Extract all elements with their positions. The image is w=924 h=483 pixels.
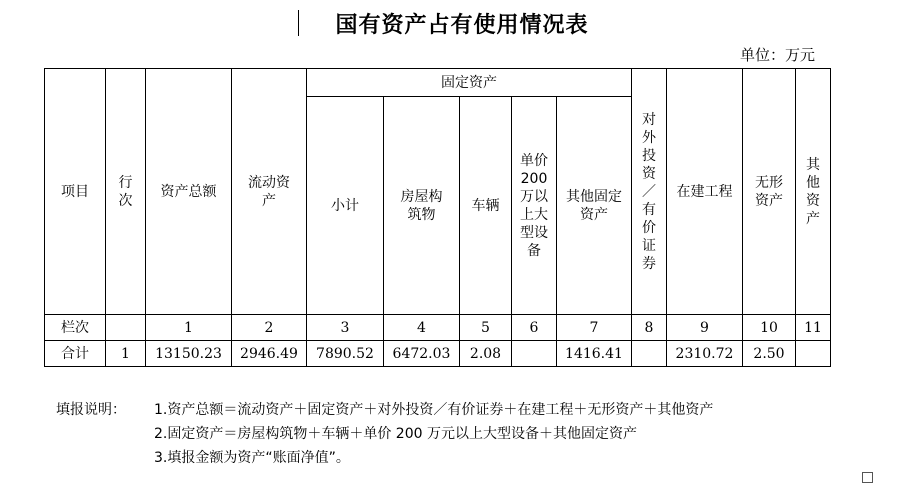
row-label: 合计 — [45, 341, 106, 367]
header-intangible: 无形资产 — [743, 69, 796, 315]
value-cell: 2310.72 — [667, 341, 743, 367]
value-cell: 7890.52 — [307, 341, 384, 367]
header-subtotal: 小计 — [307, 97, 384, 315]
index-cell: 7 — [557, 315, 632, 341]
note-item: 3.填报金额为资产“账面净值”。 — [154, 450, 350, 466]
row-label: 栏次 — [45, 315, 106, 341]
header-other-assets: 其他资产 — [796, 69, 831, 315]
resize-handle-icon[interactable] — [862, 472, 873, 483]
index-cell: 5 — [460, 315, 512, 341]
notes-list — [154, 398, 713, 470]
column-index-row — [45, 315, 831, 341]
index-cell: 10 — [743, 315, 796, 341]
index-cell: 1 — [146, 315, 232, 341]
index-cell: 2 — [232, 315, 307, 341]
header-large-equipment: 单价200万以上大型设备 — [512, 97, 557, 315]
notes-label: 填报说明： — [56, 402, 126, 418]
header-row-1 — [45, 69, 831, 97]
header-investment: 对外投资／有价证券 — [632, 69, 667, 315]
note-item: 2.固定资产＝房屋构筑物＋车辆＋单价 200 万元以上大型设备＋其他固定资产 — [154, 426, 637, 442]
line-cell: 1 — [106, 341, 146, 367]
line-cell — [106, 315, 146, 341]
value-cell — [796, 341, 831, 367]
asset-table — [44, 68, 831, 367]
note-item: 1.资产总额＝流动资产＋固定资产＋对外投资／有价证券＋在建工程＋无形资产＋其他资产 — [154, 402, 714, 418]
total-row — [45, 341, 831, 367]
header-other-fixed: 其他固定资产 — [557, 97, 632, 315]
index-cell: 9 — [667, 315, 743, 341]
index-cell: 3 — [307, 315, 384, 341]
value-cell: 2946.49 — [232, 341, 307, 367]
unit-label: 单位：万元 — [740, 46, 816, 64]
header-current-assets: 流动资产 — [232, 69, 307, 315]
value-cell: 6472.03 — [384, 341, 460, 367]
header-construction: 在建工程 — [667, 69, 743, 315]
header-buildings: 房屋构筑物 — [384, 97, 460, 315]
page-title: 国有资产占有使用情况表 — [335, 13, 589, 38]
header-line: 行次 — [106, 69, 146, 315]
header-item: 项目 — [45, 69, 106, 315]
value-cell — [512, 341, 557, 367]
header-fixed-assets: 固定资产 — [307, 69, 632, 97]
index-cell: 6 — [512, 315, 557, 341]
value-cell: 13150.23 — [146, 341, 232, 367]
value-cell — [632, 341, 667, 367]
index-cell: 8 — [632, 315, 667, 341]
index-cell: 4 — [384, 315, 460, 341]
value-cell: 2.08 — [460, 341, 512, 367]
header-vehicles: 车辆 — [460, 97, 512, 315]
value-cell: 2.50 — [743, 341, 796, 367]
header-total-assets: 资产总额 — [146, 69, 232, 315]
index-cell: 11 — [796, 315, 831, 341]
value-cell: 1416.41 — [557, 341, 632, 367]
